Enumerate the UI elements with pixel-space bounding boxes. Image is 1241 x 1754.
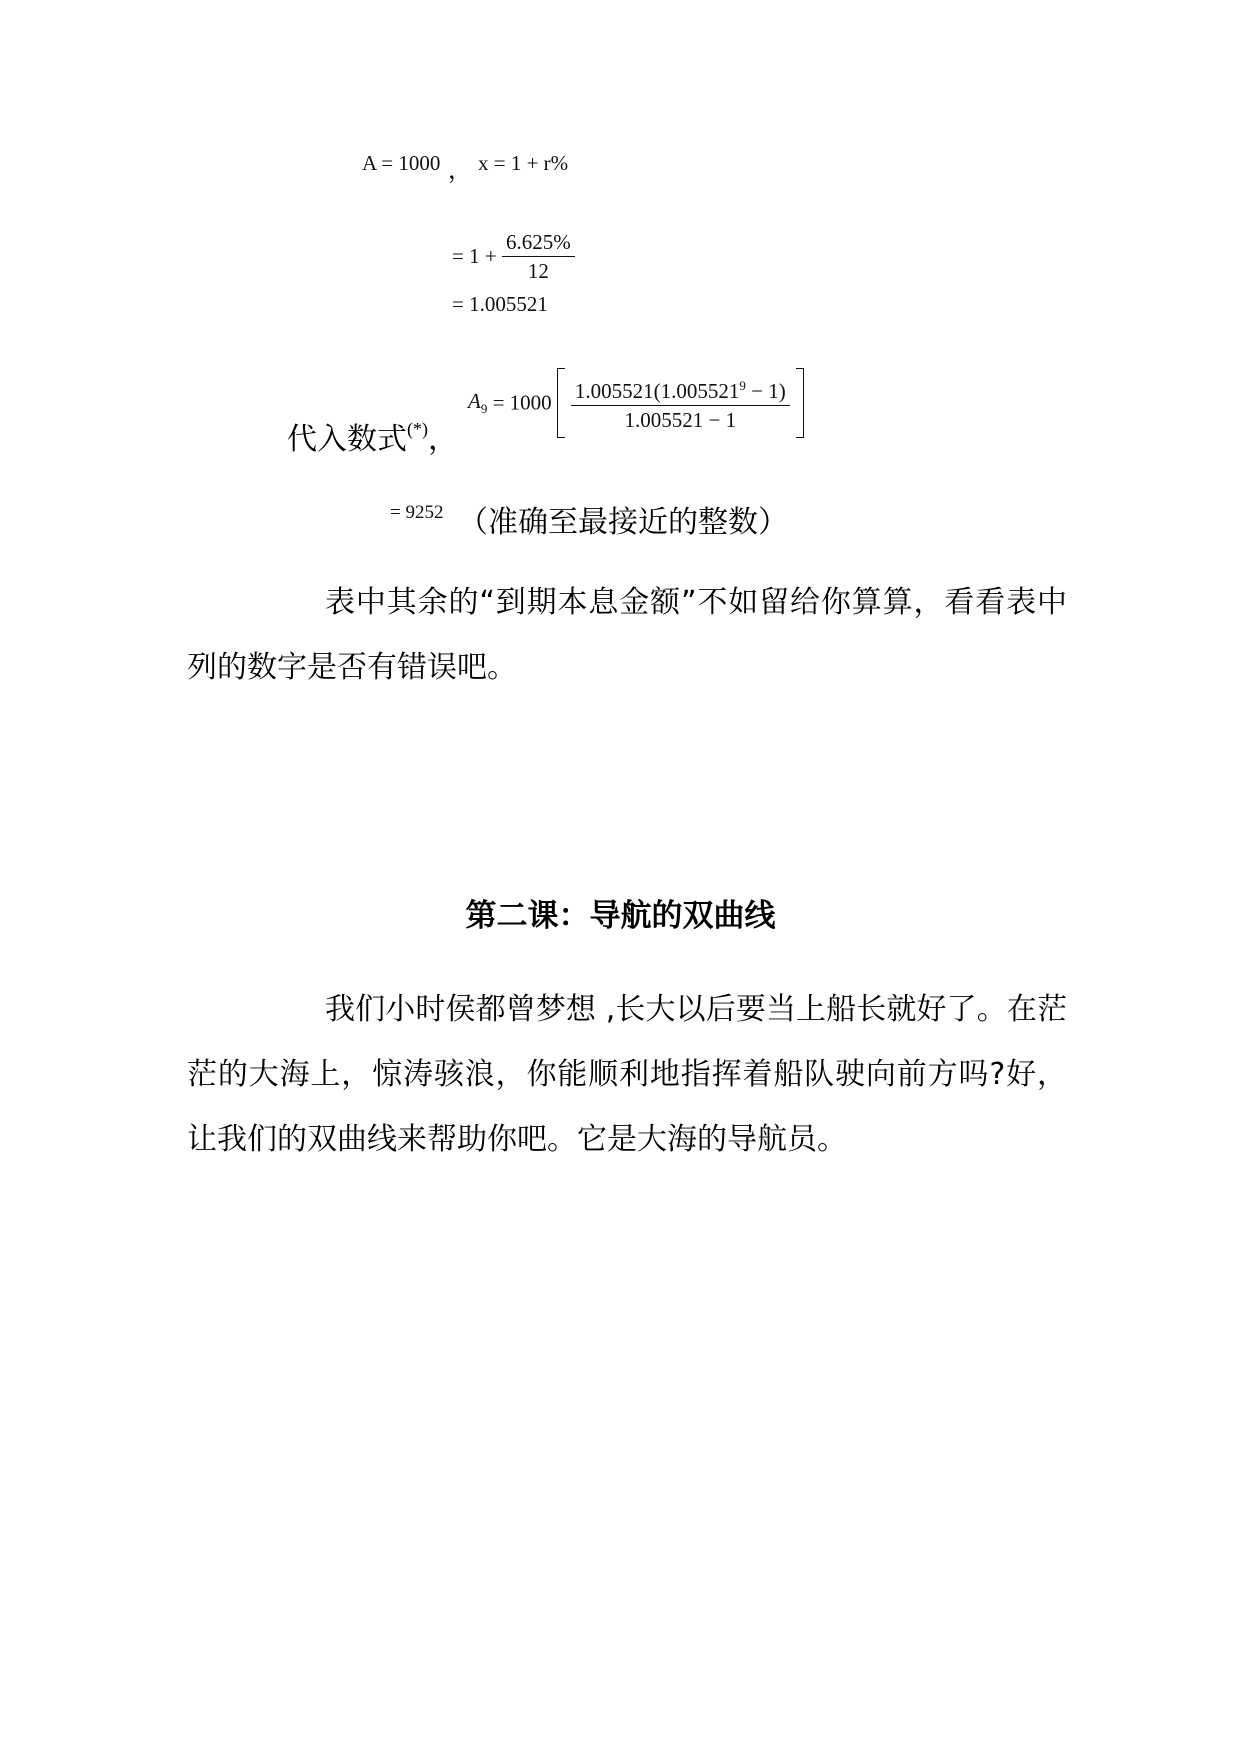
formula-x-equals: x = 1 + r% [478, 151, 569, 175]
paragraph-navigation-intro: 我们小时侯都曾梦想 ,长大以后要当上船长就好了。在茫茫的大海上，惊涛骇浪，你能顺利地指挥着船队驶向前方吗?好，让我们的双曲线来帮助你吧。它是大海的导航员。 [187, 992, 1067, 1157]
paragraph-remaining-amounts: 表中其余的“到期本息金额”不如留给你算算，看看表中列的数字是否有错误吧。 [187, 585, 1067, 685]
formula-separator-comma: ， [448, 156, 472, 184]
formula-a-equals: A = 1000 [362, 151, 441, 175]
equation-reference-marker: (*) [407, 419, 428, 439]
section-title: 第二课：导航的双曲线 [465, 898, 776, 934]
result-value: = 9252 [390, 502, 444, 523]
a9-bracket [557, 372, 804, 434]
a9-numerator: $1.005521(1.005521^9 - 1)$ [574, 378, 786, 403]
a9-denominator: 1.005521 − 1 [624, 408, 737, 432]
substitution-label: 代入数式(*)， [287, 419, 458, 457]
fraction-numerator: 6.625% [505, 230, 571, 254]
formula-a9: $A_9 = 1000$ $\frac{1.005521(1.005521^9 - 1)}{1.005521 - 1}$ [468, 372, 804, 434]
formula-x-value: = 1.005521 [452, 292, 548, 316]
formula-fraction-line: = 1 + $\frac{6.625\%}{12}$ [452, 228, 575, 285]
fraction-rate [502, 228, 575, 285]
result-note: （准确至最接近的整数） [458, 505, 788, 540]
fraction-a9 [571, 372, 790, 434]
fraction-denominator: 12 [527, 259, 549, 283]
a9-lhs: $A_9$ [468, 388, 488, 417]
